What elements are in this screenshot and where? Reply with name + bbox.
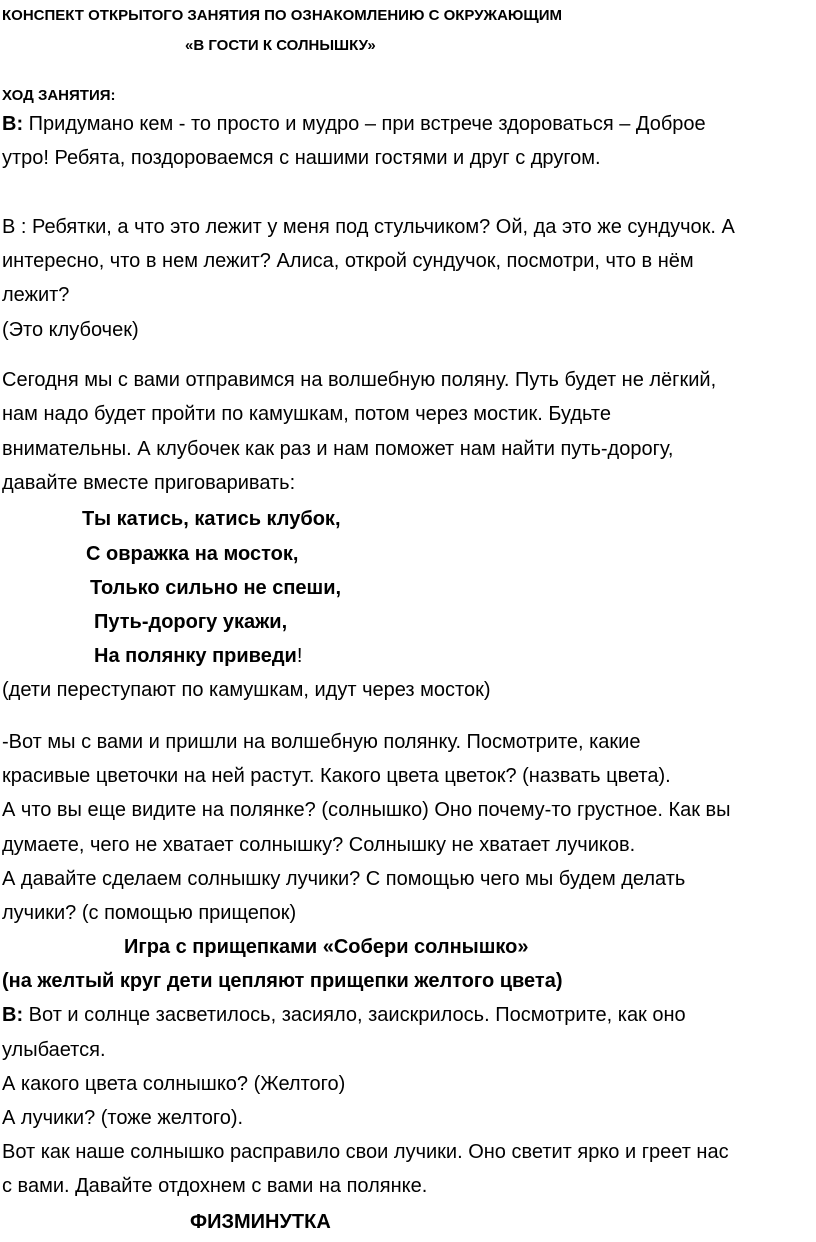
paragraph-meadow-line-3: А что вы еще видите на полянке? (солнышко) Оно почему-то грустное. Как вы <box>2 799 731 821</box>
paragraph-text: Придумано кем - то просто и мудро – при встрече здороваться – Доброе <box>23 113 706 135</box>
paragraph-sun-line-5: Вот как наше солнышко расправило свои лучики. Оно светит ярко и греет нас <box>2 1141 729 1163</box>
paragraph-meadow-line-5: А давайте сделаем солнышку лучики? С помощью чего мы будем делать <box>2 868 686 890</box>
game-subtitle: (на желтый круг дети цепляют прищепки желтого цвета) <box>2 970 563 992</box>
paragraph-meadow-line-4: думаете, чего не хватает солнышку? Солнышку не хватает лучиков. <box>2 834 636 856</box>
document-title-line-2: «В ГОСТИ К СОЛНЫШКУ» <box>185 37 376 54</box>
paragraph-sun-line-2: улыбается. <box>2 1039 106 1061</box>
poem-line-3: Только сильно не спеши, <box>90 577 342 599</box>
paragraph-sun-line-1 <box>2 1003 686 1027</box>
paragraph-greeting-line-1 <box>2 112 706 136</box>
paragraph-sun-line-6: с вами. Давайте отдохнем с вами на полянке. <box>2 1175 428 1197</box>
poem-line-5-bold: На полянку приведи <box>94 645 297 667</box>
paragraph-journey-line-2: нам надо будет пройти по камушкам, потом через мостик. Будьте <box>2 403 611 425</box>
paragraph-meadow-line-6: лучики? (с помощью прищепок) <box>2 902 297 924</box>
paragraph-journey-line-4: давайте вместе приговаривать: <box>2 472 296 494</box>
speaker-label: В: <box>2 1004 24 1026</box>
poem-line-2: С овражка на мосток, <box>86 543 299 565</box>
paragraph-chest-line-1: В : Ребятки, а что это лежит у меня под стульчиком? Ой, да это же сундучок. А <box>2 216 735 238</box>
paragraph-chest-line-4: (Это клубочек) <box>2 319 139 341</box>
poem-line-5-tail: ! <box>296 645 303 667</box>
paragraph-text: Вот и солнце засветилось, засияло, заискрилось. Посмотрите, как оно <box>23 1004 686 1026</box>
final-heading: ФИЗМИНУТКА <box>190 1211 331 1233</box>
paragraph-action-line-1: (дети переступают по камушкам, идут через мосток) <box>2 679 491 701</box>
game-title: Игра с прищепками «Собери солнышко» <box>124 936 529 958</box>
paragraph-chest-line-3: лежит? <box>2 284 70 306</box>
paragraph-sun-line-3: А какого цвета солнышко? (Желтого) <box>2 1073 346 1095</box>
paragraph-greeting-line-2: утро! Ребята, поздороваемся с нашими гостями и друг с другом. <box>2 147 601 169</box>
paragraph-journey-line-1: Сегодня мы с вами отправимся на волшебную поляну. Путь будет не лёгкий, <box>2 369 717 391</box>
paragraph-meadow-line-2: красивые цветочки на ней растут. Какого цвета цветок? (назвать цвета). <box>2 765 671 787</box>
poem-line-4: Путь-дорогу укажи, <box>94 611 288 633</box>
section-heading: ХОД ЗАНЯТИЯ: <box>2 87 116 104</box>
paragraph-sun-line-4: А лучики? (тоже желтого). <box>2 1107 244 1129</box>
paragraph-meadow-line-1: -Вот мы с вами и пришли на волшебную полянку. Посмотрите, какие <box>2 731 641 753</box>
paragraph-chest-line-2: интересно, что в нем лежит? Алиса, открой сундучок, посмотри, что в нём <box>2 250 694 272</box>
poem-line-5 <box>94 644 302 668</box>
document-title-line-1: КОНСПЕКТ ОТКРЫТОГО ЗАНЯТИЯ ПО ОЗНАКОМЛЕНИЮ С ОКРУЖАЮЩИМ <box>2 7 562 24</box>
speaker-label: В: <box>2 113 24 135</box>
paragraph-journey-line-3: внимательны. А клубочек как раз и нам поможет нам найти путь-дорогу, <box>2 438 674 460</box>
poem-line-1: Ты катись, катись клубок, <box>82 508 341 530</box>
